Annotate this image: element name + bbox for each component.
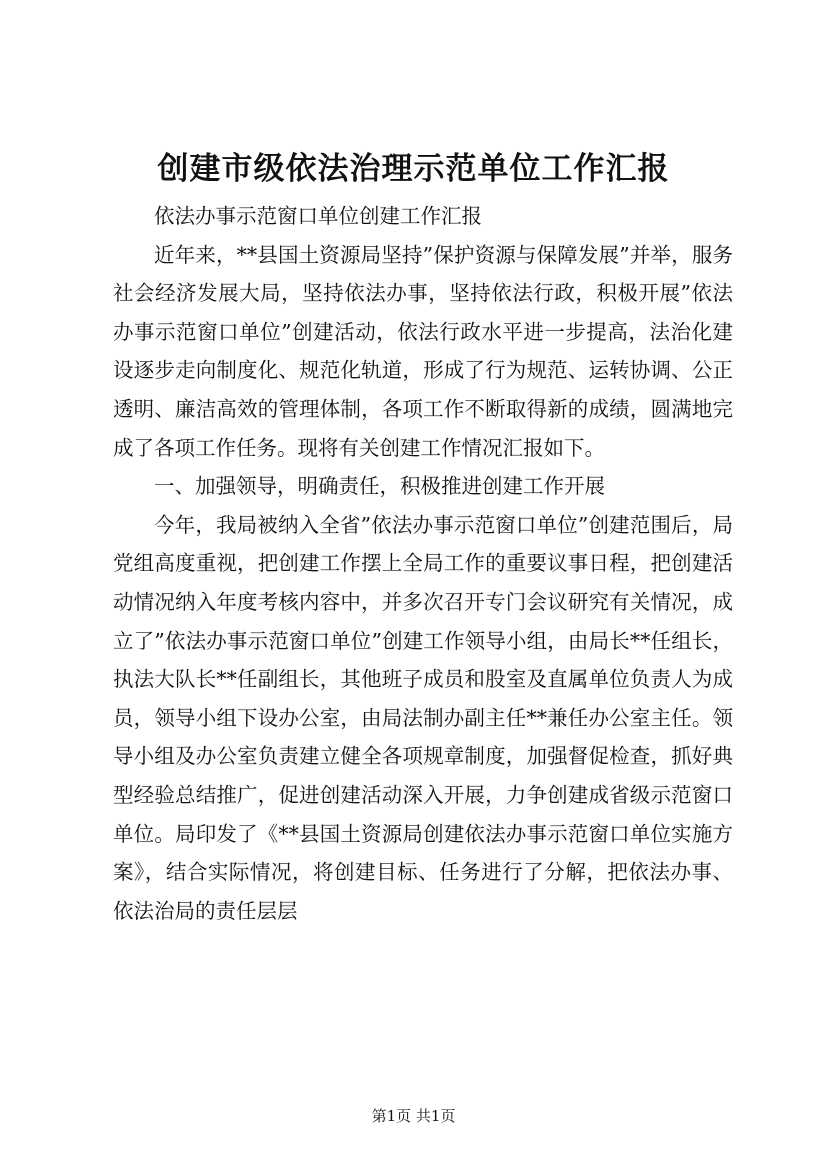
- paragraph-section-1: 今年，我局被纳入全省”依法办事示范窗口单位”创建范围后，局党组高度重视，把创建工作摆上全局工作的重要议事日程，把创建活动情况纳入年度考核内容中，并多次召开专门会议研究有关情况，成立了”依法办事示范窗口单位”创建工作领导小组，由局长**任组长，执法大队长**任副组长，其他班子成员和股室及直属单位负责人为成员，领导小组下设办公室，由局法制办副主任**兼任办公室主任。领导小组及办公室负责建立健全各项规章制度，加强督促检查，抓好典型经验总结推广，促进创建活动深入开展，力争创建成省级示范窗口单位。局印发了《**县国土资源局创建依法办事示范窗口单位实施方案》，结合实际情况，将创建目标、任务进行了分解，把依法办事、依法治局的责任层层: [113, 512, 733, 923]
- section-heading-1: 一、加强领导，明确责任，积极推进创建工作开展: [154, 474, 605, 499]
- paragraph-intro: 近年来，**县国土资源局坚持”保护资源与保障发展”并举，服务社会经济发展大局，坚持依法办事，坚持依法行政，积极开展”依法办事示范窗口单位”创建活动，依法行政水平进一步提高，法治化建设逐步走向制度化、规范化轨道，形成了行为规范、运转协调、公正透明、廉洁高效的管理体制，各项工作不断取得新的成绩，圆满地完成了各项工作任务。现将有关创建工作情况汇报如下。: [113, 242, 733, 460]
- page-number-footer: 第1页 共1页: [371, 1107, 456, 1125]
- document-body: [113, 197, 733, 930]
- document-title: 创建市级依法治理示范单位工作汇报: [157, 151, 670, 187]
- document-subtitle: 依法办事示范窗口单位创建工作汇报: [154, 204, 482, 228]
